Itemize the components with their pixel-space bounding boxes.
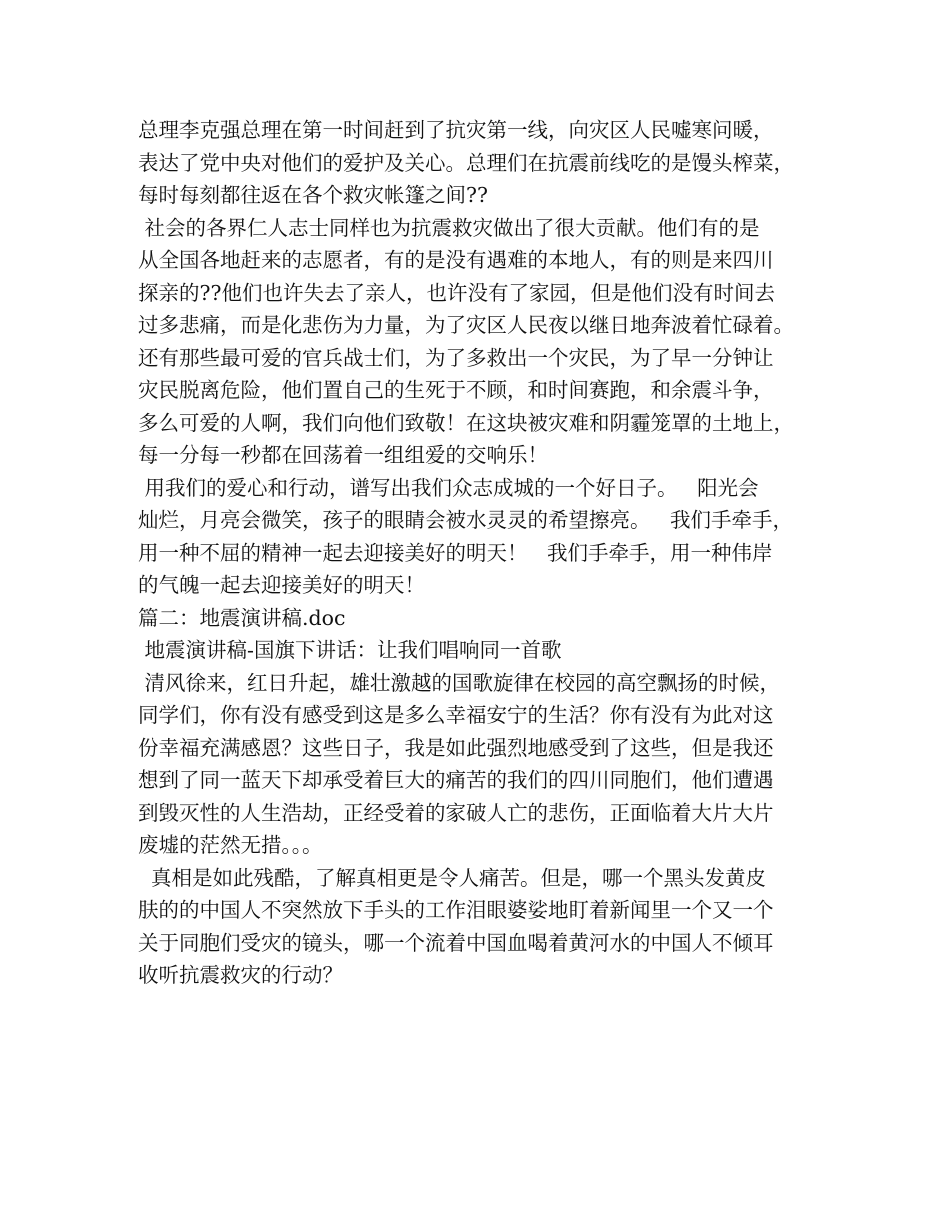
document-body: [138, 114, 828, 992]
text-line: 每时每刻都往返在各个救灾帐篷之间??: [138, 183, 488, 207]
text-line: 清风徐来，红日升起，雄壮激越的国歌旋律在校园的高空飘扬的时候，: [138, 670, 781, 695]
text-line: 过多悲痛，而是化悲伤为力量，为了灾区人民夜以继日地奔波着忙碌着。: [138, 313, 794, 337]
text-line: 用一种不屈的精神一起去迎接美好的明天！ 我们手牵手，用一种伟岸: [138, 540, 773, 565]
text-line: 真相是如此残酷，了解真相更是令人痛苦。但是，哪一个黑头发黄皮: [138, 865, 767, 890]
text-line: 多么可爱的人啊，我们向他们致敬！在这块被灾难和阴霾笼罩的土地上，: [138, 410, 794, 435]
section-heading: 篇二：地震演讲稿.doc: [138, 605, 346, 630]
text-line: 探亲的??他们也许失去了亲人，也许没有了家园，但是他们没有时间去: [138, 280, 775, 305]
text-line: 灾民脱离危险，他们置自己的生死于不顾，和时间赛跑，和余震斗争，: [138, 378, 774, 402]
text-line: 肤的的中国人不突然放下手头的工作泪眼婆娑地盯着新闻里一个又一个: [138, 898, 774, 922]
text-line: 灿烂，月亮会微笑，孩子的眼睛会被水灵灵的希望擦亮。 我们手牵手，: [138, 508, 794, 532]
text-line: 的气魄一起去迎接美好的明天！: [138, 573, 425, 597]
text-line: 废墟的茫然无措。。。: [138, 833, 323, 857]
text-line: 总理李克强总理在第一时间赶到了抗灾第一线，向灾区人民嘘寒问暖，: [138, 118, 774, 142]
text-line: 表达了党中央对他们的爱护及关心。总理们在抗震前线吃的是馒头榨菜，: [138, 150, 794, 175]
text-line: 还有那些最可爱的官兵战士们，为了多救出一个灾民，为了早一分钟让: [138, 345, 774, 370]
text-line: 收听抗震救灾的行动？: [138, 963, 343, 987]
text-line: 到毁灭性的人生浩劫，正经受着的家破人亡的悲伤，正面临着大片大片: [138, 800, 774, 825]
text-line: 从全国各地赶来的志愿者，有的是没有遇难的本地人，有的则是来四川: [138, 248, 774, 272]
text-line: 用我们的爱心和行动，谱写出我们众志成城的一个好日子。 阳光会: [138, 475, 759, 500]
speech-title: 地震演讲稿-国旗下讲话：让我们唱响同一首歌: [138, 638, 562, 662]
text-line: 关于同胞们受灾的镜头，哪一个流着中国血喝着黄河水的中国人不倾耳: [138, 930, 774, 955]
text-line: 份幸福充满感恩？这些日子，我是如此强烈地感受到了这些，但是我还: [138, 735, 774, 760]
text-line: 社会的各界仁人志士同样也为抗震救灾做出了很大贡献。他们有的是: [138, 215, 760, 240]
text-line: 想到了同一蓝天下却承受着巨大的痛苦的我们的四川同胞们，他们遭遇: [138, 768, 774, 792]
text-line: 每一分每一秒都在回荡着一组组爱的交响乐！: [138, 443, 548, 467]
text-line: 同学们，你有没有感受到这是多么幸福安宁的生活？你有没有为此对这: [138, 703, 774, 727]
